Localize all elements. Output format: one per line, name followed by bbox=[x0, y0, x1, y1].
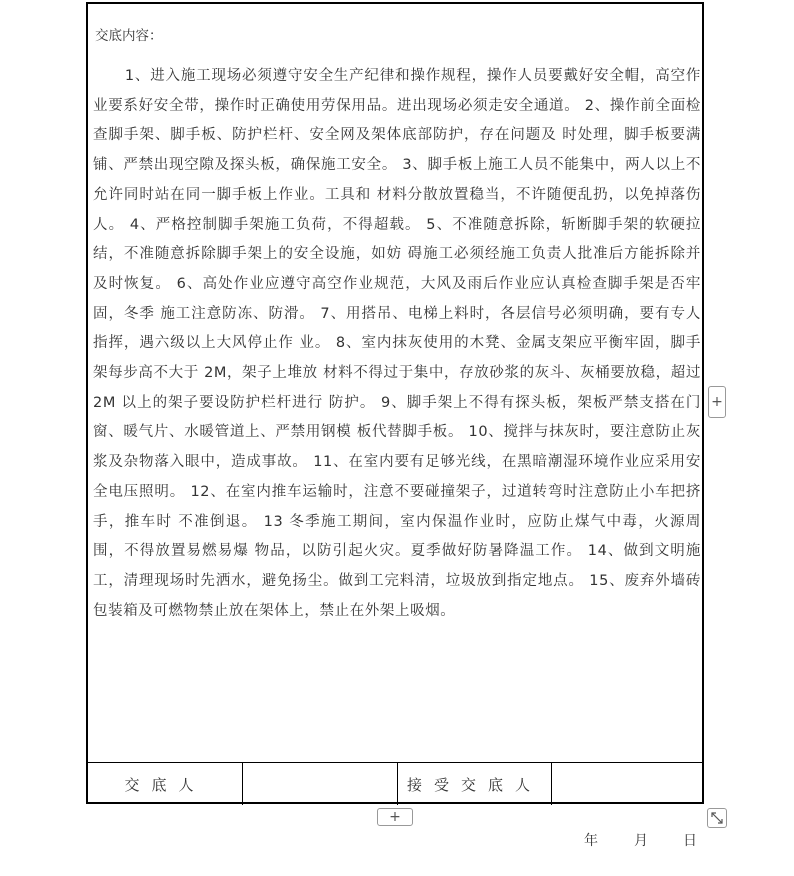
plus-icon: + bbox=[711, 394, 723, 410]
table-resize-handle[interactable] bbox=[707, 808, 727, 828]
giver-label: 交底人 bbox=[124, 775, 206, 794]
plus-icon: + bbox=[389, 809, 401, 825]
signature-row bbox=[88, 762, 702, 805]
date-month-label: 月 bbox=[634, 833, 648, 849]
content-cell[interactable] bbox=[88, 4, 702, 762]
giver-value-cell[interactable] bbox=[242, 763, 397, 805]
disclosure-table bbox=[86, 2, 704, 804]
receiver-label: 接受交底人 bbox=[406, 775, 542, 794]
add-column-button[interactable] bbox=[708, 386, 726, 418]
date-year-label: 年 bbox=[584, 833, 598, 849]
receiver-label-cell bbox=[397, 763, 551, 805]
add-row-button[interactable] bbox=[377, 808, 413, 826]
disclosure-body-text: 1、进入施工现场必须遵守安全生产纪律和操作规程，操作人员要戴好安全帽，高空作 业要系好安全带，操作时正确使用劳保用品。进出现场必须走安全通道。 2、操作前全面检查脚手架、脚手板、防护栏杆、安全网及架体底部防护，存在问题及 时处理，脚手板要满铺、严禁出现空隙及探头板，确保施工安全。 3、脚手板上施工人员不能集中，两人以上不允许同时站在同一脚手板上作业。工具和 材料分散放置稳当，不许随便乱扔，以免掉落伤人。 4、严格控制脚手架施工负荷，不得超载。 5、不准随意拆除，斩断脚手架的软硬拉结，不准随意拆除脚手架上的安全设施，如妨 碍施工必须经施工负责人批准后方能拆除并及时恢复。 6、高处作业应遵守高空作业规范，大风及雨后作业应认真检查脚手架是否牢固，冬季 施工注意防冻、防滑。 7、用搭吊、电梯上料时，各层信号必须明确，要有专人指挥，遇六级以上大风停止作 业。 8、室内抹灰使用的木凳、金属支架应平衡牢固，脚手架每步高不大于 2M，架子上堆放 材料不得过于集中，存放砂浆的灰斗、灰桶要放稳，超过 2M 以上的架子要设防护栏杆进行 防护。 9、脚手架上不得有探头板，架板严禁支搭在门窗、暖气片、水暖管道上、严禁用钢模 板代替脚手板。 10、搅拌与抹灰时，要注意防止灰浆及杂物落入眼中，造成事故。 11、在室内要有足够光线，在黑暗潮湿环境作业应采用安全电压照明。 12、在室内推车运输时，注意不要碰撞架子，过道转弯时注意防止小车把挤手，推车时 不准倒退。 13 冬季施工期间，室内保温作业时，应防止煤气中毒，火源周围，不得放置易燃易爆 物品，以防引起火灾。夏季做好防暑降温工作。 14、做到文明施工，清理现场时先洒水，避免扬尘。做到工完料清，垃圾放到指定地点。 15、废弃外墙砖包装箱及可燃物禁止放在架体上，禁止在外架上吸烟。 bbox=[93, 68, 701, 619]
receiver-value-cell[interactable] bbox=[551, 763, 702, 805]
resize-diagonal-icon bbox=[708, 809, 726, 827]
giver-label-cell bbox=[88, 763, 242, 805]
date-day-label: 日 bbox=[683, 833, 697, 849]
section-label: 交底内容： bbox=[95, 28, 163, 44]
